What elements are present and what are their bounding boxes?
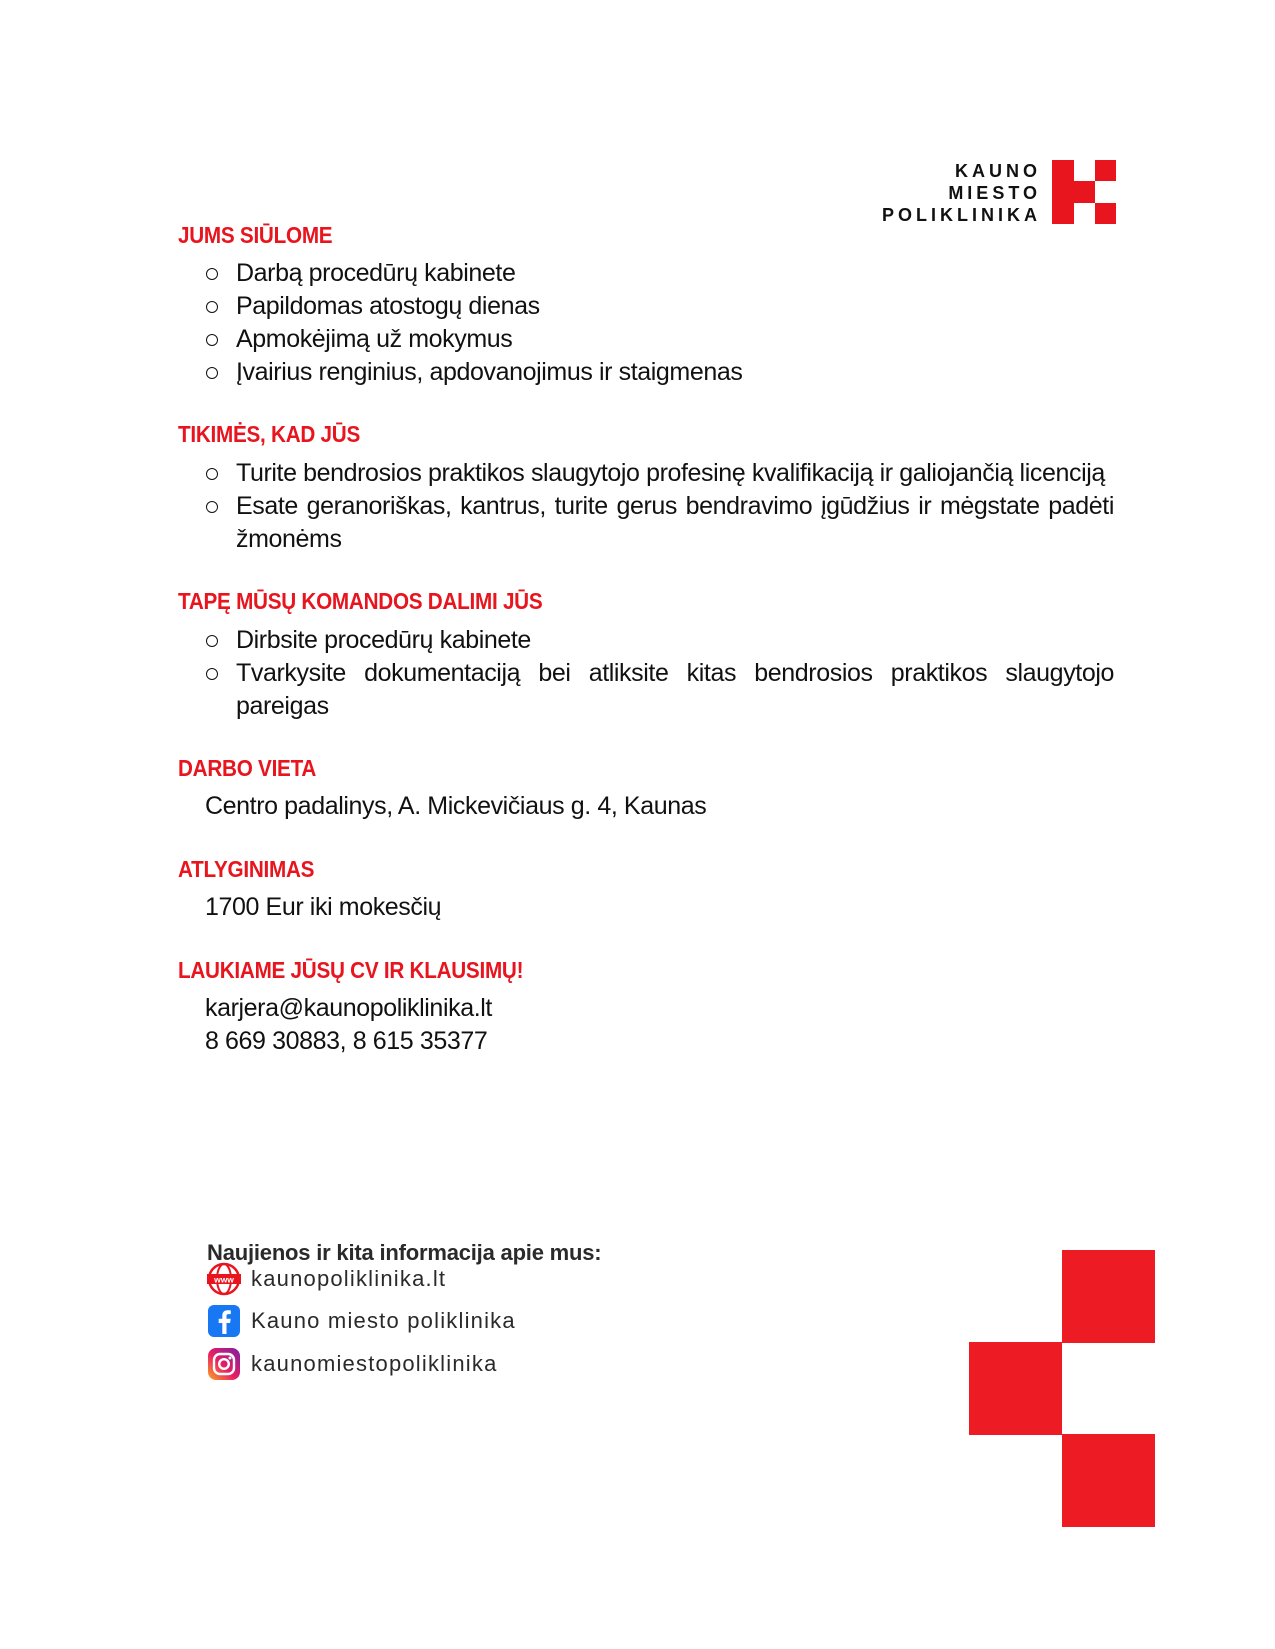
instagram-label: kaunomiestopoliklinika [251,1351,498,1376]
website-label: kaunopoliklinika.lt [251,1266,447,1291]
section-title-salary: ATLYGINIMAS [178,856,315,882]
list-item: Papildomas atostogų dienas [206,290,1114,323]
logo-mark-icon [1052,160,1116,224]
logo-line-1: KAUNO [955,161,1041,181]
list-item: Įvairius renginius, apdovanojimus ir staigmenas [206,356,1114,389]
salary-value: 1700 Eur iki mokesčių [205,893,442,921]
section-title-contact: LAUKIAME JŪSŲ CV IR KLAUSIMŲ! [178,957,524,983]
decorative-square-middle [969,1342,1062,1435]
circle-bullet-icon [206,501,218,513]
facebook-label: Kauno miesto poliklinika [251,1308,516,1333]
list-item: Turite bendrosios praktikos slaugytojo profesinę kvalifikaciją ir galiojančią licenciją [206,457,1114,490]
footer-title: Naujienos ir kita informacija apie mus: [207,1240,602,1265]
facebook-link[interactable] [207,1304,516,1338]
circle-bullet-icon [206,334,218,346]
duties-list [206,624,1114,723]
list-item: Dirbsite procedūrų kabinete [206,624,1114,657]
circle-bullet-icon [206,468,218,480]
decorative-square-top [1062,1250,1155,1343]
section-title-duties: TAPĘ MŪSŲ KOMANDOS DALIMI JŪS [178,588,543,614]
circle-bullet-icon [206,301,218,313]
circle-bullet-icon [206,668,218,680]
list-item: Apmokėjimą už mokymus [206,323,1114,356]
workplace-address: Centro padalinys, A. Mickevičiaus g. 4, Kaunas [205,792,707,820]
logo-line-2: MIESTO [948,183,1041,203]
instagram-icon [207,1347,241,1381]
website-link[interactable] [207,1262,446,1296]
facebook-icon [207,1304,241,1338]
section-title-offer: JUMS SIŪLOME [178,222,333,248]
globe-www-icon [207,1262,241,1296]
circle-bullet-icon [206,268,218,280]
logo [882,160,1116,228]
circle-bullet-icon [206,367,218,379]
logo-text [882,160,1041,226]
circle-bullet-icon [206,635,218,647]
instagram-link[interactable] [207,1347,498,1381]
svg-text:www: www [214,1274,234,1285]
expectations-list [206,457,1114,556]
list-item: Esate geranoriškas, kantrus, turite gerus bendravimo įgūdžius ir mėgstate padėti žmonėms [206,490,1114,556]
decorative-square-bottom [1062,1434,1155,1527]
offer-list [206,257,1114,389]
list-item: Darbą procedūrų kabinete [206,257,1114,290]
section-title-expectations: TIKIMĖS, KAD JŪS [178,421,361,447]
contact-email[interactable]: karjera@kaunopoliklinika.lt [205,994,492,1022]
section-title-workplace: DARBO VIETA [178,755,317,781]
contact-phones: 8 669 30883, 8 615 35377 [205,1027,488,1055]
logo-line-3: POLIKLINIKA [882,205,1041,225]
list-item: Tvarkysite dokumentaciją bei atliksite kitas bendrosios praktikos slaugytojo pareigas [206,657,1114,723]
